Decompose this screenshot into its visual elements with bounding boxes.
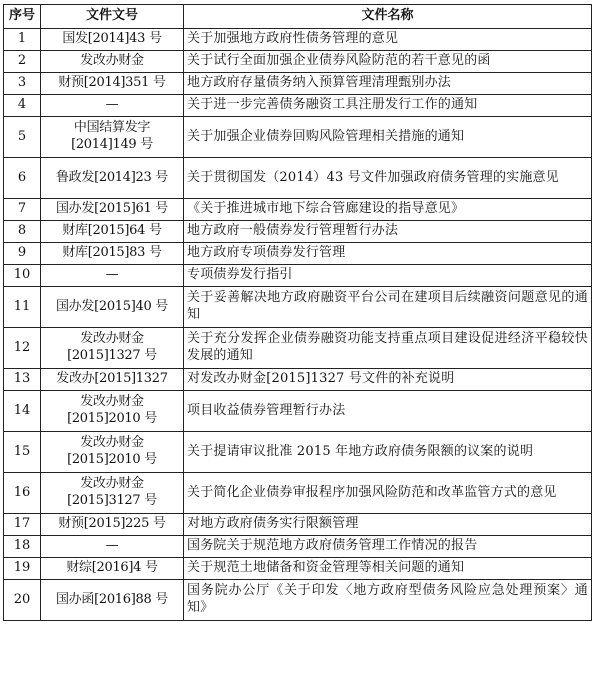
table-row [4, 473, 592, 514]
cell-doc-number: 发改办[2015]1327 [41, 369, 184, 391]
table-row [4, 514, 592, 536]
cell-doc-number: 财库[2015]64 号 [41, 221, 184, 243]
cell-doc-title: 地方政府存量债务纳入预算管理清理甄别办法 [184, 73, 592, 95]
table-row [4, 369, 592, 391]
table-row [4, 73, 592, 95]
cell-doc-number: — [41, 95, 184, 117]
cell-doc-number: 发改办财金[2015]2010 号 [41, 391, 184, 432]
cell-doc-title: 关于加强企业债券回购风险管理相关措施的通知 [184, 117, 592, 158]
cell-serial-no: 19 [4, 558, 41, 580]
cell-serial-no: 11 [4, 287, 41, 328]
cell-doc-number: — [41, 536, 184, 558]
cell-doc-number: 国办发[2015]40 号 [41, 287, 184, 328]
cell-doc-number: — [41, 265, 184, 287]
cell-serial-no: 12 [4, 328, 41, 369]
table-row [4, 117, 592, 158]
document-table [3, 4, 592, 621]
cell-serial-no: 5 [4, 117, 41, 158]
cell-doc-title: 关于充分发挥企业债券融资功能支持重点项目建设促进经济平稳较快发展的通知 [184, 328, 592, 369]
table-row [4, 558, 592, 580]
cell-doc-title: 关于妥善解决地方政府融资平台公司在建项目后续融资问题意见的通知 [184, 287, 592, 328]
cell-doc-title: 对发改办财金[2015]1327 号文件的补充说明 [184, 369, 592, 391]
cell-doc-title: 关于提请审议批准 2015 年地方政府债务限额的议案的说明 [184, 432, 592, 473]
cell-serial-no: 4 [4, 95, 41, 117]
cell-doc-title: 关于进一步完善债务融资工具注册发行工作的通知 [184, 95, 592, 117]
cell-serial-no: 13 [4, 369, 41, 391]
cell-doc-title: 关于规范土地储备和资金管理等相关问题的通知 [184, 558, 592, 580]
cell-doc-title: 对地方政府债务实行限额管理 [184, 514, 592, 536]
table-row [4, 265, 592, 287]
cell-doc-number: 财预[2014]351 号 [41, 73, 184, 95]
cell-doc-title: 《关于推进城市地下综合管廊建设的指导意见》 [184, 199, 592, 221]
table-row [4, 580, 592, 621]
cell-serial-no: 15 [4, 432, 41, 473]
cell-doc-title: 关于试行全面加强企业债券风险防范的若干意见的函 [184, 51, 592, 73]
cell-doc-number: 财库[2015]83 号 [41, 243, 184, 265]
cell-serial-no: 8 [4, 221, 41, 243]
cell-doc-number: 中国结算发字[2014]149 号 [41, 117, 184, 158]
cell-serial-no: 17 [4, 514, 41, 536]
cell-doc-number: 发改办财金[2015]1327 号 [41, 328, 184, 369]
table-row [4, 536, 592, 558]
table-row [4, 95, 592, 117]
cell-doc-number: 发改办财金 [41, 51, 184, 73]
table-row [4, 432, 592, 473]
cell-doc-title: 专项债券发行指引 [184, 265, 592, 287]
cell-serial-no: 9 [4, 243, 41, 265]
table-row [4, 158, 592, 199]
table-row [4, 391, 592, 432]
cell-doc-number: 国发[2014]43 号 [41, 29, 184, 51]
cell-serial-no: 16 [4, 473, 41, 514]
table-header-row [4, 5, 592, 29]
cell-doc-number: 发改办财金[2015]3127 号 [41, 473, 184, 514]
table-row [4, 243, 592, 265]
cell-doc-title: 地方政府专项债券发行管理 [184, 243, 592, 265]
table-row [4, 51, 592, 73]
cell-serial-no: 14 [4, 391, 41, 432]
cell-doc-title: 关于简化企业债券审报程序加强风险防范和改革监管方式的意见 [184, 473, 592, 514]
cell-doc-title: 关于贯彻国发（2014）43 号文件加强政府债务管理的实施意见 [184, 158, 592, 199]
header-doc-title: 文件名称 [184, 5, 592, 29]
cell-doc-number: 国办函[2016]88 号 [41, 580, 184, 621]
cell-doc-number: 发改办财金[2015]2010 号 [41, 432, 184, 473]
cell-doc-number: 财综[2016]4 号 [41, 558, 184, 580]
cell-serial-no: 2 [4, 51, 41, 73]
table-row [4, 287, 592, 328]
cell-doc-title: 地方政府一般债券发行管理暂行办法 [184, 221, 592, 243]
cell-doc-title: 关于加强地方政府性债务管理的意见 [184, 29, 592, 51]
cell-doc-title: 项目收益债券管理暂行办法 [184, 391, 592, 432]
cell-serial-no: 7 [4, 199, 41, 221]
cell-doc-number: 鲁政发[2014]23 号 [41, 158, 184, 199]
table-row [4, 328, 592, 369]
cell-serial-no: 18 [4, 536, 41, 558]
cell-doc-number: 国办发[2015]61 号 [41, 199, 184, 221]
table-row [4, 199, 592, 221]
cell-doc-number: 财预[2015]225 号 [41, 514, 184, 536]
header-doc-number: 文件文号 [41, 5, 184, 29]
cell-serial-no: 20 [4, 580, 41, 621]
cell-doc-title: 国务院关于规范地方政府债务管理工作情况的报告 [184, 536, 592, 558]
cell-doc-title: 国务院办公厅《关于印发〈地方政府型债务风险应急处理预案〉通知》 [184, 580, 592, 621]
cell-serial-no: 10 [4, 265, 41, 287]
cell-serial-no: 3 [4, 73, 41, 95]
cell-serial-no: 1 [4, 29, 41, 51]
table-row [4, 221, 592, 243]
cell-serial-no: 6 [4, 158, 41, 199]
header-serial-no: 序号 [4, 5, 41, 29]
table-row [4, 29, 592, 51]
